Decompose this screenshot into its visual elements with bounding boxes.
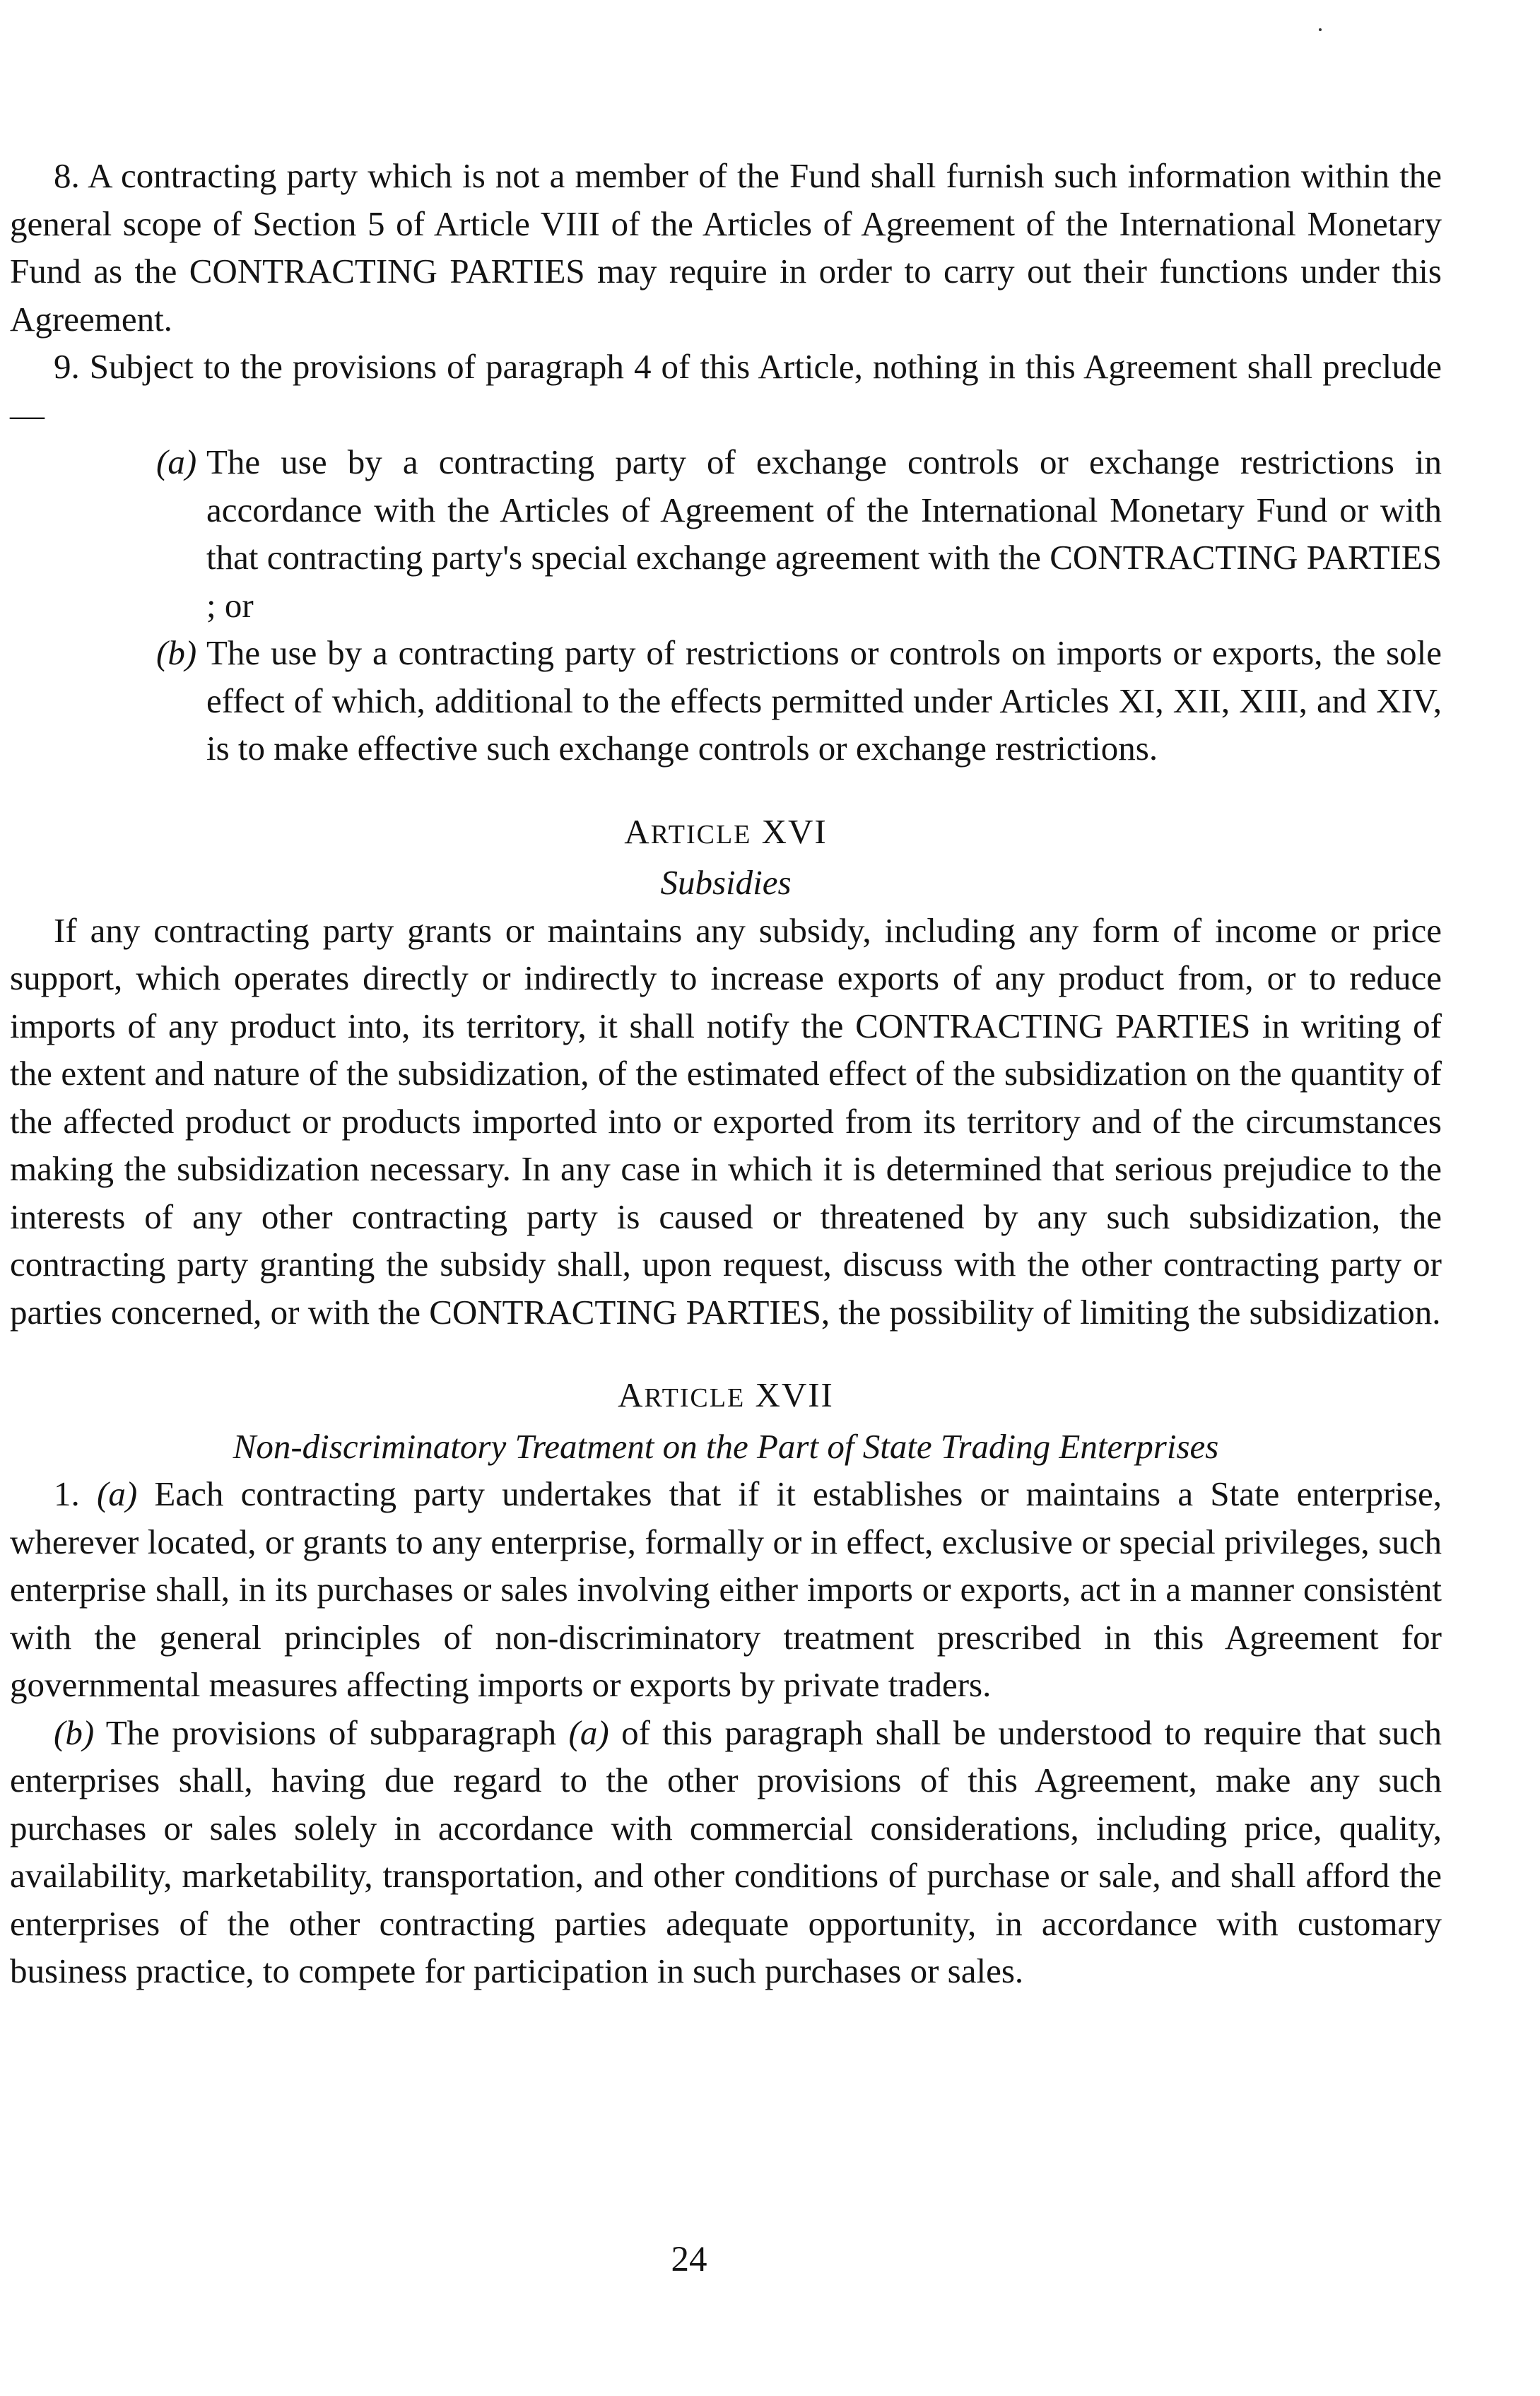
- article-xvi-body: If any contracting party grants or maintains any subsidy, including any form of income or price support, which operates directly or indirectly to increase exports of any product from, or to reduce imports of any product into, its territory, it shall notify the CONTRACTING PARTIES in writing of the extent and nature of the subsidization, of the estimated effect of the subsidization on the quantity of the affected product or products imported into or exported from its territory and of the circumstances making the subsidization necessary. In any case in which it is determined that serious prejudice to the interests of any other contracting party is caused or threatened by any such subsidization, the contracting party granting the subsidy shall, upon request, discuss with the other contracting party or parties concerned, or with the CONTRACTING PARTIES, the possibility of limiting the subsidization.: [10, 910, 1442, 1332]
- subparagraph-marker: (a): [97, 1474, 138, 1513]
- article-xvi-subtitle: Subsidies: [660, 863, 792, 902]
- article-xvi-heading: [10, 808, 1442, 859]
- paragraph-9-intro: 9. Subject to the provisions of paragraph 4 of this Article, nothing in this Agreement shall preclude—: [10, 347, 1442, 434]
- scan-speck: [1319, 28, 1322, 31]
- subparagraph-marker: (a): [156, 442, 197, 481]
- paragraph-text: Each contracting party undertakes that if it establishes or maintains a State enterprise, wherever located, or grants to any enterprise, formally or in effect, exclusive or special privileges, such enterprise shall, in its purchases or sales involving either imports or exports, act in a manner consistent with the general principles of non-discriminatory treatment prescribed in this Agreement for governmental measures affecting imports or exports by private traders.: [10, 1474, 1442, 1704]
- paragraph-text: The provisions of subparagraph: [105, 1713, 557, 1752]
- article-xvii-subtitle: Non-discriminatory Treatment on the Part of State Trading Enterprises: [233, 1426, 1219, 1466]
- heading-initial: A: [624, 811, 651, 851]
- subparagraph-text: The use by a contracting party of exchange controls or exchange restrictions in accordance with the Articles of Agreement of the International Monetary Fund or with that contracting party's special exchange agreement with the CONTRACTING PARTIES ; or: [206, 442, 1442, 625]
- article-xvii-paragraph-1b: [10, 1709, 1442, 1995]
- subparagraph-marker: (b): [156, 633, 197, 672]
- heading-numeral: XVII: [755, 1375, 834, 1414]
- paragraph-8: 8. A contracting party which is not a member of the Fund shall furnish such information within the general scope of Section 5 of Article VIII of the Articles of Agreement of the International Monetary Fund as the CONTRACTING PARTIES may require in order to carry out their functions under this Agreement.: [10, 156, 1442, 339]
- heading-rest: RTICLE: [650, 819, 752, 850]
- subparagraph-marker: (b): [54, 1713, 95, 1752]
- heading-numeral: XVI: [761, 811, 828, 851]
- page-number: 24: [671, 2240, 707, 2279]
- paragraph-text: of this paragraph shall be understood to require that such enterprises shall, having due regard to the other provisions of this Agreement, make any such purchases or sales solely in accordance with commercial considerations, including price, quality, availability, marketability, transportation, and other conditions of purchase or sale, and shall afford the enterprises of the other contracting parties adequate opportunity, in accordance with customary business practice, to compete for participation in such purchases or sales.: [10, 1713, 1442, 1990]
- paragraph-number: 1.: [54, 1474, 80, 1513]
- subparagraph-9a: [10, 438, 1442, 629]
- subparagraph-reference: (a): [568, 1713, 609, 1752]
- heading-initial: A: [618, 1375, 645, 1414]
- article-xvii-paragraph-1a: [10, 1470, 1442, 1709]
- subparagraph-9b: [10, 629, 1442, 773]
- subparagraph-text: The use by a contracting party of restrictions or controls on imports or exports, the sole effect of which, additional to the effects permitted under Articles XI, XII, XIII, and XIV, is to make effective such exchange controls or exchange restrictions.: [206, 633, 1442, 768]
- heading-rest: RTICLE: [644, 1383, 746, 1413]
- page-content: [10, 152, 1442, 1995]
- article-xvii-heading: [10, 1371, 1442, 1423]
